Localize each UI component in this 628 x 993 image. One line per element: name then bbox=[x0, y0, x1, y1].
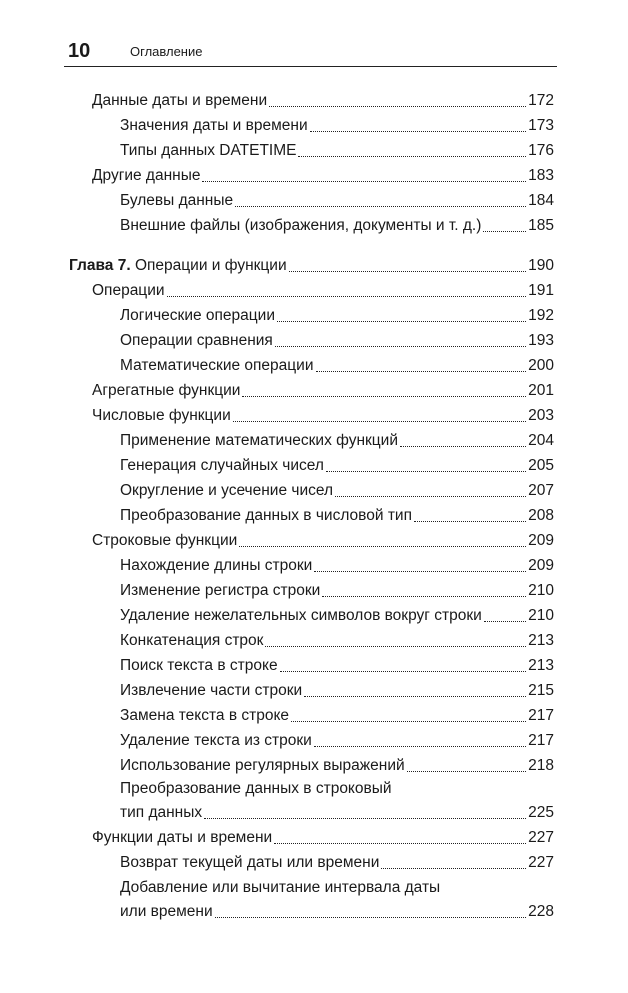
toc-entry-page: 209 bbox=[528, 532, 554, 549]
dot-leader bbox=[280, 671, 527, 672]
toc-entry-page: 173 bbox=[528, 117, 554, 134]
toc-entry-title-line1: Добавление или вычитание интервала даты bbox=[120, 879, 441, 896]
toc-entry-title: Другие данные bbox=[92, 167, 201, 184]
toc-entry-page: 208 bbox=[528, 507, 554, 524]
toc-entry-page: 218 bbox=[528, 757, 554, 774]
toc-entry-page: 227 bbox=[528, 829, 554, 846]
dot-leader bbox=[304, 696, 526, 697]
toc-entry-title: Удаление текста из строки bbox=[120, 732, 312, 749]
toc-entry[interactable] bbox=[120, 214, 554, 238]
dot-leader bbox=[204, 818, 526, 819]
toc-entry[interactable] bbox=[120, 114, 554, 138]
dot-leader bbox=[314, 571, 526, 572]
toc-entry[interactable] bbox=[92, 279, 554, 303]
toc-entry[interactable] bbox=[120, 189, 554, 213]
toc-entry-title: или времени bbox=[120, 903, 213, 920]
toc-entry-title: Преобразование данных в числовой тип bbox=[120, 507, 412, 524]
toc-entry-page: 205 bbox=[528, 457, 554, 474]
toc-entry[interactable] bbox=[92, 379, 554, 403]
toc-entry[interactable] bbox=[120, 329, 554, 353]
dot-leader bbox=[277, 321, 526, 322]
dot-leader bbox=[381, 868, 526, 869]
dot-leader bbox=[235, 206, 526, 207]
toc-entry-title: тип данных bbox=[120, 804, 203, 821]
toc-entry-title: Конкатенация строк bbox=[120, 632, 264, 649]
toc-entry-page: 191 bbox=[528, 282, 554, 299]
toc-entry[interactable] bbox=[120, 354, 554, 378]
dot-leader bbox=[335, 496, 526, 497]
dot-leader bbox=[326, 471, 526, 472]
toc-entry-page: 210 bbox=[528, 607, 554, 624]
toc-entry-title: Округление и усечение чисел bbox=[120, 482, 334, 499]
toc-entry[interactable] bbox=[120, 429, 554, 453]
toc-entry[interactable] bbox=[120, 304, 554, 328]
toc-entry[interactable] bbox=[120, 554, 554, 578]
toc-entry[interactable] bbox=[120, 604, 554, 628]
toc-entry[interactable] bbox=[92, 164, 554, 188]
dot-leader bbox=[407, 771, 526, 772]
toc-entry-title: Агрегатные функции bbox=[92, 382, 241, 399]
dot-leader bbox=[233, 421, 526, 422]
toc-entry[interactable] bbox=[120, 629, 554, 653]
chapter-label: Глава 7. bbox=[69, 257, 131, 274]
toc-entry-title-line1: Преобразование данных в строковый bbox=[120, 780, 392, 797]
toc-entry-page: 172 bbox=[528, 92, 554, 109]
toc-entry-page: 200 bbox=[528, 357, 554, 374]
toc-entry-title: Данные даты и времени bbox=[92, 92, 268, 109]
toc-entry-title: Изменение регистра строки bbox=[120, 582, 321, 599]
dot-leader bbox=[316, 371, 527, 372]
toc-entry[interactable] bbox=[120, 579, 554, 603]
toc-entry-page: 213 bbox=[528, 657, 554, 674]
toc-entry[interactable] bbox=[120, 479, 554, 503]
toc-chapter-entry[interactable] bbox=[69, 254, 554, 278]
toc-entry[interactable] bbox=[92, 89, 554, 113]
toc-entry[interactable] bbox=[120, 879, 554, 924]
toc-entry[interactable] bbox=[120, 454, 554, 478]
dot-leader bbox=[275, 346, 526, 347]
toc-entry-title: Строковые функции bbox=[92, 532, 238, 549]
toc-entry-page: 203 bbox=[528, 407, 554, 424]
page-header bbox=[64, 40, 557, 67]
dot-leader bbox=[322, 596, 526, 597]
dot-leader bbox=[167, 296, 527, 297]
toc-entry-page: 193 bbox=[528, 332, 554, 349]
toc-entry[interactable] bbox=[120, 139, 554, 163]
toc-entry-title bbox=[69, 254, 287, 278]
dot-leader bbox=[484, 621, 526, 622]
dot-leader bbox=[265, 646, 526, 647]
toc-entry-page: 215 bbox=[528, 682, 554, 699]
toc-entry-title: Замена текста в строке bbox=[120, 707, 290, 724]
toc-entry-page: 227 bbox=[528, 854, 554, 871]
toc-entry-title: Операции bbox=[92, 282, 165, 299]
dot-leader bbox=[215, 917, 526, 918]
dot-leader bbox=[314, 746, 526, 747]
toc-entry-page: 183 bbox=[528, 167, 554, 184]
toc-entry[interactable] bbox=[120, 504, 554, 528]
dot-leader bbox=[202, 181, 526, 182]
toc-entry-title: Удаление нежелательных символов вокруг строки bbox=[120, 607, 482, 624]
toc-entry-title: Логические операции bbox=[120, 307, 275, 324]
toc-entry-page: 228 bbox=[528, 903, 554, 920]
toc-entry-page: 176 bbox=[528, 142, 554, 159]
toc-entry-title: Нахождение длины строки bbox=[120, 557, 313, 574]
toc-entry-page: 209 bbox=[528, 557, 554, 574]
toc-entry[interactable] bbox=[120, 704, 554, 728]
toc-entry[interactable] bbox=[92, 826, 554, 850]
dot-leader bbox=[298, 156, 526, 157]
toc-entry-title: Операции сравнения bbox=[120, 332, 273, 349]
toc-entry[interactable] bbox=[120, 754, 554, 778]
toc-entry-title: Поиск текста в строке bbox=[120, 657, 278, 674]
chapter-title: Операции и функции bbox=[134, 257, 287, 274]
toc-entry-title: Применение математических функций bbox=[120, 432, 399, 449]
dot-leader bbox=[274, 843, 526, 844]
toc-entry-title: Использование регулярных выражений bbox=[120, 757, 405, 774]
toc-entry[interactable] bbox=[92, 404, 554, 428]
toc-entry-page: 217 bbox=[528, 707, 554, 724]
dot-leader bbox=[483, 231, 526, 232]
dot-leader bbox=[269, 106, 526, 107]
dot-leader bbox=[239, 546, 526, 547]
dot-leader bbox=[289, 271, 527, 272]
toc-entry-title: Извлечение части строки bbox=[120, 682, 303, 699]
toc-entry[interactable] bbox=[120, 654, 554, 678]
toc-entry-page: 210 bbox=[528, 582, 554, 599]
toc-entry-title: Числовые функции bbox=[92, 407, 231, 424]
dot-leader bbox=[414, 521, 526, 522]
toc-entry[interactable] bbox=[120, 679, 554, 703]
toc-entry-title: Функции даты и времени bbox=[92, 829, 273, 846]
toc-entry-title: Математические операции bbox=[120, 357, 314, 374]
toc-entry-page: 213 bbox=[528, 632, 554, 649]
toc-entry-title: Генерация случайных чисел bbox=[120, 457, 324, 474]
toc-entry-title: Булевы данные bbox=[120, 192, 234, 209]
toc-entry-page: 192 bbox=[528, 307, 554, 324]
toc-entry-title: Типы данных DATETIME bbox=[120, 142, 297, 159]
running-title: Оглавление bbox=[130, 44, 203, 59]
dot-leader bbox=[242, 396, 526, 397]
toc-entry[interactable] bbox=[120, 780, 554, 825]
toc-entry-title: Возврат текущей даты или времени bbox=[120, 854, 380, 871]
toc-entry-title: Значения даты и времени bbox=[120, 117, 308, 134]
toc-entry-page: 204 bbox=[528, 432, 554, 449]
toc-entry[interactable] bbox=[120, 851, 554, 875]
page-number: 10 bbox=[68, 40, 91, 62]
toc-entry[interactable] bbox=[92, 529, 554, 553]
toc-entry-page: 190 bbox=[528, 257, 554, 274]
toc-entry-page: 185 bbox=[528, 217, 554, 234]
dot-leader bbox=[400, 446, 526, 447]
dot-leader bbox=[310, 131, 527, 132]
toc-entry-title: Внешние файлы (изображения, документы и т. д.) bbox=[120, 217, 482, 234]
toc-entry-page: 184 bbox=[528, 192, 554, 209]
toc-entry-page: 201 bbox=[528, 382, 554, 399]
toc-entry-page: 217 bbox=[528, 732, 554, 749]
toc-entry-page: 225 bbox=[528, 804, 554, 821]
dot-leader bbox=[291, 721, 526, 722]
toc-entry-page: 207 bbox=[528, 482, 554, 499]
toc-entry[interactable] bbox=[120, 729, 554, 753]
